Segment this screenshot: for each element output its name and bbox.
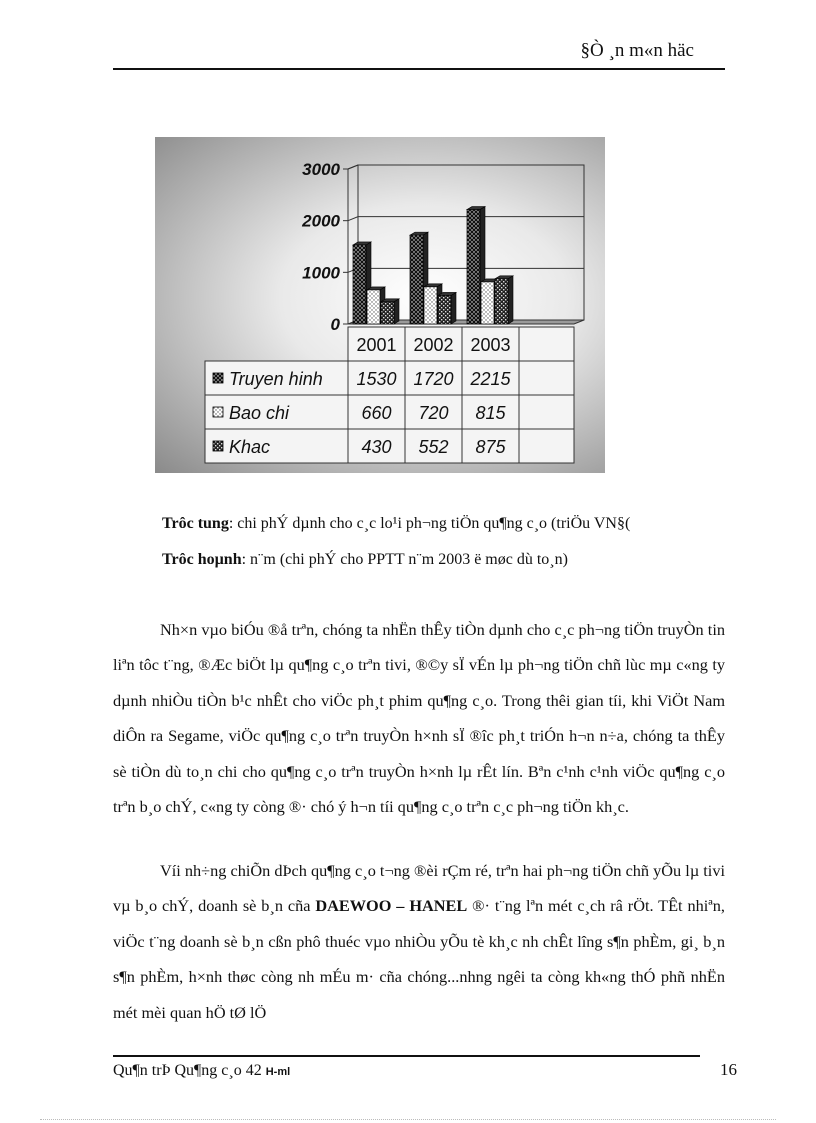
gridline (348, 268, 584, 272)
bar-front (495, 279, 508, 324)
data-label: 875 (475, 437, 506, 457)
y-tick-label: 1000 (302, 263, 340, 283)
legend-swatch (213, 373, 223, 383)
bar-khac-2002 (438, 292, 456, 324)
y-tick-label: 0 (330, 315, 340, 334)
legend-swatch (213, 407, 223, 417)
bar-front (381, 302, 394, 324)
data-label: 815 (475, 403, 506, 423)
bar-front (481, 282, 494, 324)
data-label: 660 (361, 403, 392, 423)
bar-front (367, 290, 380, 324)
legend-label: Khac (229, 437, 271, 457)
bar-front (424, 287, 437, 324)
y-tick-label: 3000 (302, 160, 340, 179)
x-category-label: 2001 (356, 335, 397, 355)
legend-label: Truyen hinh (229, 369, 323, 389)
bar-front (467, 210, 480, 324)
caption-y-label: Trôc tung (162, 515, 229, 532)
caption-x-label: Trôc hoµnh (162, 551, 242, 568)
data-label: 430 (361, 437, 392, 457)
bar-side (394, 299, 399, 324)
bar-side (508, 276, 513, 324)
bottom-dotted-line (40, 1119, 776, 1120)
caption-x-axis (162, 551, 568, 569)
bar-front (353, 245, 366, 324)
p2-text-b: ®· t¨ng lªn mét c¸ch râ rÖt. TÊt nhiªn, viÖc t¨ng doanh sè b¸n cßn phô thuéc vµo nhiÒu yÕu tè kh¸c nh chÊt lîng s¶n phÈm, gi¸ b¸n s¶n phÈm, h×nh thøc còng nh mÉu m· cña chóng...nhng ngêi ta còng kh«ng thÓ phñ nhËn mét mèi quan hÖ tØ lÖ (113, 896, 725, 1022)
x-category-label: 2003 (470, 335, 511, 355)
bar-front (410, 235, 423, 324)
data-label: 720 (418, 403, 449, 423)
footer-rule (113, 1055, 700, 1057)
x-category-label: 2002 (413, 335, 454, 355)
y-tick-label: 2000 (302, 211, 340, 231)
bar-khac-2001 (381, 299, 399, 324)
footer-left (113, 1062, 290, 1080)
p2-text-a: Víi nh÷ng chiÕn dÞch qu¶ng c¸o t¬ng ®èi rÇm ré, trªn hai ph¬ng tiÖn chñ yÕu lµ tivi vµ b¸o chÝ, doanh sè b¸n cña (113, 861, 725, 916)
legend-swatch (213, 441, 223, 451)
footer-class-code: H-ml (265, 1066, 291, 1078)
chart-figure (155, 137, 605, 473)
page-header-title: §Ò ¸n m«n häc (580, 40, 694, 61)
footer-course: Qu¶n trÞ Qu¶ng c¸o 42 (113, 1062, 266, 1079)
header-rule (113, 68, 725, 70)
caption-y-axis (162, 515, 630, 533)
gridline (348, 165, 584, 169)
data-label: 552 (418, 437, 449, 457)
caption-y-text: : chi phÝ dµnh cho c¸c lo¹i ph¬ng tiÖn qu¶ng c¸o (triÖu VN§( (228, 515, 631, 532)
caption-x-text: : n¨m (chi phÝ cho PPTT n¨m 2003 ë møc dù to¸n) (241, 551, 568, 568)
bar-side (451, 292, 456, 324)
brand-name: DAEWOO – HANEL (315, 896, 468, 916)
bar-khac-2003 (495, 276, 513, 324)
data-label: 2215 (470, 369, 511, 389)
legend-label: Bao chi (229, 403, 290, 423)
gridline (348, 217, 584, 221)
body-paragraph-2 (113, 853, 725, 1030)
bar-chart (155, 137, 605, 473)
bar-front (438, 295, 451, 324)
data-label: 1720 (413, 369, 454, 389)
body-paragraph-1: Nh×n vµo biÓu ®å trªn, chóng ta nhËn thÊy tiÒn dµnh cho c¸c ph¬ng tiÖn truyÒn tin liªn tôc t¨ng, ®Æc biÖt lµ qu¶ng c¸o trªn tivi, ®©y sÏ vÉn lµ ph¬ng tiÖn chñ lùc mµ c«ng ty dµnh nhiÒu tiÒn b¹c nhÊt cho viÖc ph¸t phim qu¶ng c¸o. Trong thêi gian tíi, khi ViÖt Nam diÔn ra Segame, viÖc qu¶ng c¸o trªn truyÒn h×nh sÏ ®îc ph¸t triÓn h¬n n÷a, chóng ta thÊy sè tiÒn dù to¸n chi cho qu¶ng c¸o trªn truyÒn h×nh lµ rÊt lín. Bªn c¹nh c¹nh viÖc qu¶ng c¸o trªn b¸o chÝ, c«ng ty còng ®· chó ý h¬n tíi qu¶ng c¸o trªn c¸c ph¬ng tiÖn kh¸c. (113, 620, 725, 817)
data-label: 1530 (356, 369, 397, 389)
page-number: 16 (720, 1060, 737, 1079)
